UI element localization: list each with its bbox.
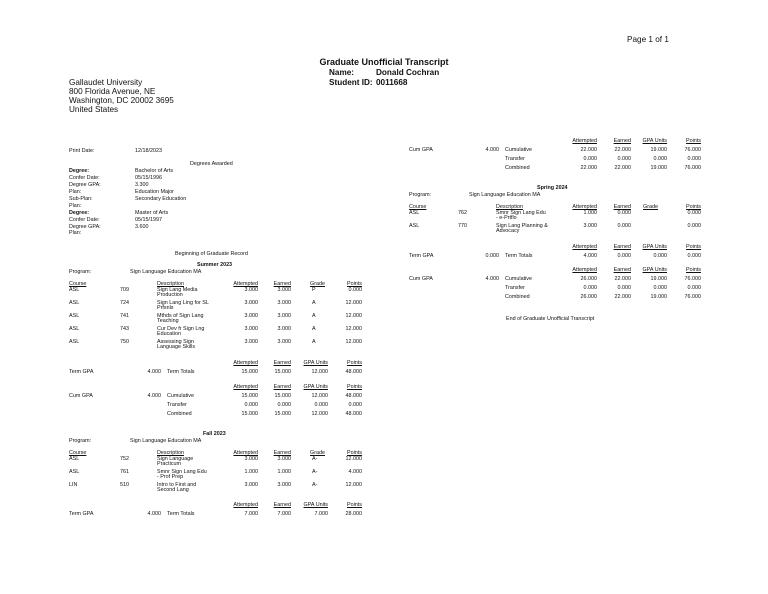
degree-gpa: 3.300 (135, 182, 149, 188)
course-description: Assessing Sign Language Skills (157, 339, 196, 351)
confer-date-label: Confer Date: (69, 217, 100, 223)
combined-earned: 22.000 (614, 294, 631, 300)
transfer-gpa-units: 0.000 (653, 156, 667, 162)
cumulative-label: Cumulative (167, 393, 194, 399)
transfer-gpa-units: 0.000 (653, 285, 667, 291)
description-header: Description (157, 450, 184, 456)
cum-gpa-label: Cum GPA (409, 147, 433, 153)
combined-earned: 22.000 (614, 165, 631, 171)
course-number: 750 (120, 339, 129, 345)
record-heading: Beginning of Graduate Record (175, 251, 248, 257)
degree-label: Degree: (69, 210, 90, 216)
course-points: 12.000 (345, 456, 362, 462)
degree-gpa: 3.600 (135, 224, 149, 230)
earned-header: Earned (273, 360, 291, 366)
cumulative-attempted: 26.000 (580, 276, 597, 282)
university-city: Washington, DC 20002 3695 (69, 96, 174, 105)
university-name: Gallaudet University (69, 78, 143, 87)
grade-header: Grade (310, 450, 325, 456)
program-value: Sign Language Education MA (469, 192, 541, 198)
course-number: 752 (120, 456, 129, 462)
course-points: 0.000 (687, 223, 701, 229)
cumulative-points: 76.000 (684, 276, 701, 282)
sub-plan-label: Sub-Plan: (69, 196, 93, 202)
course-points: 12.000 (345, 326, 362, 332)
cumulative-attempted: 22.000 (580, 147, 597, 153)
plan-label: Plan: (69, 230, 82, 236)
term-gpa-label: Term GPA (69, 511, 94, 517)
course-grade: A- (312, 469, 318, 475)
earned-header: Earned (613, 138, 631, 144)
program-label: Program: (409, 192, 432, 198)
combined-label: Combined (505, 165, 530, 171)
gpa-units-header: GPA Units (642, 244, 667, 250)
course-number: 724 (120, 300, 129, 306)
course-earned: 3.000 (277, 482, 291, 488)
course-subject: ASL (69, 456, 80, 462)
term-heading: Summer 2023 (197, 262, 233, 268)
cum-gpa-label: Cum GPA (409, 276, 433, 282)
plan-label: Plan: (69, 203, 82, 209)
term-totals-label: Term Totals (167, 369, 195, 375)
combined-attempted: 26.000 (580, 294, 597, 300)
transfer-earned: 0.000 (277, 402, 291, 408)
transfer-points: 0.000 (687, 156, 701, 162)
earned-header: Earned (613, 267, 631, 273)
cumulative-gpa-units: 19.000 (650, 147, 667, 153)
course-earned: 3.000 (277, 300, 291, 306)
confer-date-label: Confer Date: (69, 175, 100, 181)
course-description: Mthds of Sign Lang Teaching (157, 313, 204, 325)
transfer-attempted: 0.000 (583, 156, 597, 162)
attempted-header: Attempted (233, 450, 258, 456)
course-attempted: 1.000 (244, 469, 258, 475)
course-attempted: 3.000 (244, 313, 258, 319)
transfer-label: Transfer (505, 156, 525, 162)
combined-gpa-units: 19.000 (650, 294, 667, 300)
cum-gpa-label: Cum GPA (69, 393, 93, 399)
course-header: Course (69, 450, 87, 456)
cumulative-label: Cumulative (505, 147, 532, 153)
course-attempted: 3.000 (244, 300, 258, 306)
gpa-units-header: GPA Units (642, 138, 667, 144)
course-description: Sign Lang Media Production (157, 287, 198, 299)
term-totals-gpa-units: 7.000 (314, 511, 328, 517)
course-earned: 0.000 (617, 223, 631, 229)
earned-header: Earned (613, 244, 631, 250)
transfer-label: Transfer (167, 402, 187, 408)
course-subject: ASL (409, 223, 420, 229)
course-description: Sign Lang Planning & Advocacy (496, 223, 548, 235)
points-header: Points (686, 204, 701, 210)
course-description: Smnr Sign Lang Edu - Prof Prep (157, 469, 207, 481)
course-number: 709 (120, 287, 129, 293)
course-subject: ASL (409, 210, 420, 216)
course-grade: P (312, 287, 316, 293)
term-heading: Spring 2024 (537, 185, 568, 191)
description-header: Description (496, 204, 523, 210)
course-number: 510 (120, 482, 129, 488)
cumulative-earned: 22.000 (614, 276, 631, 282)
course-grade: A (312, 339, 316, 345)
attempted-header: Attempted (233, 360, 258, 366)
combined-label: Combined (505, 294, 530, 300)
course-subject: ASL (69, 287, 80, 293)
course-attempted: 3.000 (244, 456, 258, 462)
points-header: Points (347, 281, 362, 287)
course-earned: 3.000 (277, 339, 291, 345)
course-number: 743 (120, 326, 129, 332)
term-totals-points: 28.000 (345, 511, 362, 517)
combined-label: Combined (167, 411, 192, 417)
course-number: 741 (120, 313, 129, 319)
course-description: Sign Lang Ling for SL Prfsnls (157, 300, 209, 312)
attempted-header: Attempted (233, 384, 258, 390)
course-attempted: 3.000 (244, 326, 258, 332)
course-description: Sign Language Practicum (157, 456, 194, 468)
points-header: Points (347, 360, 362, 366)
course-header: Course (409, 204, 427, 210)
gpa-units-header: GPA Units (303, 502, 328, 508)
course-attempted: 3.000 (583, 223, 597, 229)
course-subject: ASL (69, 339, 80, 345)
cum-gpa-value: 4.000 (485, 276, 499, 282)
course-header: Course (69, 281, 87, 287)
program-value: Sign Language Education MA (130, 269, 202, 275)
course-subject: ASL (69, 469, 80, 475)
term-gpa-label: Term GPA (69, 369, 94, 375)
end-of-transcript: End of Graduate Unofficial Transcript (506, 316, 595, 322)
term-totals-points: 48.000 (345, 369, 362, 375)
attempted-header: Attempted (572, 138, 597, 144)
degrees-awarded-heading: Degrees Awarded (190, 161, 233, 167)
term-totals-label: Term Totals (505, 253, 533, 259)
course-subject: LIN (69, 482, 78, 488)
transfer-label: Transfer (505, 285, 525, 291)
combined-points: 48.000 (345, 411, 362, 417)
points-header: Points (347, 502, 362, 508)
term-totals-points: 0.000 (687, 253, 701, 259)
course-earned: 3.000 (277, 326, 291, 332)
transfer-points: 0.000 (348, 402, 362, 408)
attempted-header: Attempted (572, 204, 597, 210)
cumulative-attempted: 15.000 (241, 393, 258, 399)
program-value: Sign Language Education MA (130, 438, 202, 444)
attempted-header: Attempted (572, 244, 597, 250)
combined-points: 76.000 (684, 165, 701, 171)
earned-header: Earned (613, 204, 631, 210)
transfer-points: 0.000 (687, 285, 701, 291)
combined-earned: 15.000 (274, 411, 291, 417)
course-points: 12.000 (345, 339, 362, 345)
course-grade: A- (312, 482, 318, 488)
term-heading: Fall 2023 (203, 431, 226, 437)
course-earned: 1.000 (277, 469, 291, 475)
points-header: Points (686, 138, 701, 144)
degree-gpa-label: Degree GPA: (69, 224, 101, 230)
course-grade: A (312, 326, 316, 332)
term-gpa-value: 0.000 (485, 253, 499, 259)
course-points: 4.000 (348, 469, 362, 475)
earned-header: Earned (273, 450, 291, 456)
program-label: Program: (69, 269, 92, 275)
combined-points: 76.000 (684, 294, 701, 300)
term-gpa-value: 4.000 (147, 511, 161, 517)
term-totals-gpa-units: 0.000 (653, 253, 667, 259)
attempted-header: Attempted (233, 281, 258, 287)
gpa-units-header: GPA Units (642, 267, 667, 273)
sub-plan-value: Secondary Education (135, 196, 187, 202)
points-header: Points (686, 244, 701, 250)
course-attempted: 3.000 (244, 482, 258, 488)
course-points: 12.000 (345, 482, 362, 488)
course-subject: ASL (69, 313, 80, 319)
course-subject: ASL (69, 326, 80, 332)
print-date: 12/18/2023 (135, 148, 162, 154)
course-points: 0.000 (687, 210, 701, 216)
page-number: Page 1 of 1 (627, 35, 669, 44)
cumulative-gpa-units: 19.000 (650, 276, 667, 282)
term-totals-attempted: 15.000 (241, 369, 258, 375)
course-earned: 3.000 (277, 287, 291, 293)
cumulative-gpa-units: 12.000 (311, 393, 328, 399)
term-totals-gpa-units: 12.000 (311, 369, 328, 375)
confer-date: 05/15/1997 (135, 217, 162, 223)
degree-label: Degree: (69, 168, 90, 174)
cumulative-earned: 22.000 (614, 147, 631, 153)
term-totals-attempted: 7.000 (244, 511, 258, 517)
cumulative-points: 76.000 (684, 147, 701, 153)
attempted-header: Attempted (233, 502, 258, 508)
degree-value: Master of Arts (135, 210, 169, 216)
university-country: United States (69, 105, 119, 114)
course-attempted: 1.000 (583, 210, 597, 216)
degree-gpa-label: Degree GPA: (69, 182, 101, 188)
cum-gpa-value: 4.000 (147, 393, 161, 399)
term-totals-label: Term Totals (167, 511, 195, 517)
grade-header: Grade (643, 204, 658, 210)
term-totals-earned: 7.000 (277, 511, 291, 517)
course-earned: 0.000 (617, 210, 631, 216)
cumulative-earned: 15.000 (274, 393, 291, 399)
gpa-units-header: GPA Units (303, 360, 328, 366)
course-grade: A- (312, 456, 318, 462)
course-attempted: 3.000 (244, 339, 258, 345)
course-points: 0.000 (348, 287, 362, 293)
name-label: Name: (329, 68, 355, 77)
gpa-units-header: GPA Units (303, 384, 328, 390)
course-grade: A (312, 313, 316, 319)
course-points: 12.000 (345, 300, 362, 306)
course-earned: 3.000 (277, 313, 291, 319)
cum-gpa-value: 4.000 (485, 147, 499, 153)
combined-gpa-units: 12.000 (311, 411, 328, 417)
degree-value: Bachelor of Arts (135, 168, 174, 174)
document-title: Graduate Unofficial Transcript (319, 57, 449, 67)
plan-value: Education Major (135, 189, 174, 195)
points-header: Points (347, 450, 362, 456)
term-totals-attempted: 4.000 (583, 253, 597, 259)
cumulative-points: 48.000 (345, 393, 362, 399)
course-number: 770 (458, 223, 467, 229)
print-date-label: Print Date: (69, 148, 95, 154)
term-gpa-label: Term GPA (409, 253, 434, 259)
term-gpa-value: 4.000 (147, 369, 161, 375)
course-number: 761 (120, 469, 129, 475)
earned-header: Earned (273, 384, 291, 390)
earned-header: Earned (273, 281, 291, 287)
course-grade: A (312, 300, 316, 306)
grade-header: Grade (310, 281, 325, 287)
confer-date: 05/15/1996 (135, 175, 162, 181)
course-description: Intro to First and Second Lang (157, 482, 197, 494)
transfer-attempted: 0.000 (583, 285, 597, 291)
transfer-gpa-units: 0.000 (314, 402, 328, 408)
program-label: Program: (69, 438, 92, 444)
earned-header: Earned (273, 502, 291, 508)
transfer-attempted: 0.000 (244, 402, 258, 408)
attempted-header: Attempted (572, 267, 597, 273)
combined-attempted: 15.000 (241, 411, 258, 417)
course-description: Cur Dev fr Sign Lng Education (157, 326, 205, 338)
transfer-earned: 0.000 (617, 156, 631, 162)
course-subject: ASL (69, 300, 80, 306)
transfer-earned: 0.000 (617, 285, 631, 291)
points-header: Points (686, 267, 701, 273)
plan-label: Plan: (69, 189, 82, 195)
course-number: 762 (458, 210, 467, 216)
student-id-label: Student ID: (329, 78, 373, 87)
term-totals-earned: 15.000 (274, 369, 291, 375)
university-street: 800 Florida Avenue, NE (69, 87, 156, 96)
course-description: Smnr Sign Lang Edu - e-Prtflo (496, 210, 546, 222)
points-header: Points (347, 384, 362, 390)
cumulative-label: Cumulative (505, 276, 532, 282)
term-totals-earned: 0.000 (617, 253, 631, 259)
course-points: 12.000 (345, 313, 362, 319)
course-attempted: 3.000 (244, 287, 258, 293)
course-earned: 3.000 (277, 456, 291, 462)
combined-gpa-units: 19.000 (650, 165, 667, 171)
student-id: 0011668 (376, 78, 408, 87)
combined-attempted: 22.000 (580, 165, 597, 171)
description-header: Description (157, 281, 184, 287)
student-name: Donald Cochran (376, 68, 440, 77)
